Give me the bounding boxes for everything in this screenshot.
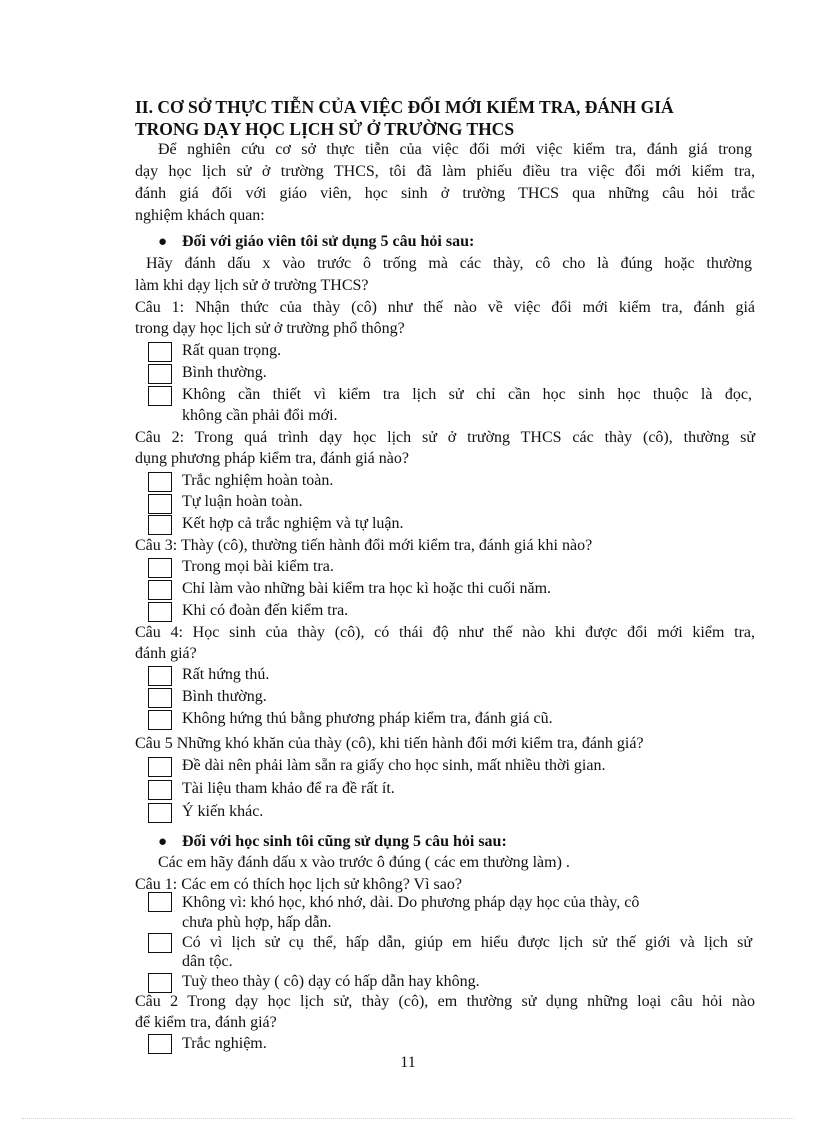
answer-option: Có vì lịch sử cụ thể, hấp dẫn, giúp em hiểu được lịch sử thế giới và lịch sử	[182, 934, 752, 951]
section-title-line-2: TRONG DẠY HỌC LỊCH SỬ Ở TRƯỜNG THCS	[135, 119, 515, 139]
answer-checkbox[interactable]	[148, 757, 172, 777]
teacher-section-heading	[158, 231, 474, 253]
question-text: Câu 4: Học sinh của thày (cô), có thái độ như thế nào khi được đổi mới kiểm tra,	[135, 624, 755, 641]
answer-option: Trắc nghiệm hoàn toàn.	[182, 472, 334, 489]
answer-checkbox[interactable]	[148, 933, 172, 953]
answer-checkbox[interactable]	[148, 688, 172, 708]
answer-checkbox[interactable]	[148, 710, 172, 730]
answer-option: Không vì: khó học, khó nhớ, dài. Do phương pháp dạy học của thày, cô	[182, 894, 640, 911]
answer-option: Tự luận hoàn toàn.	[182, 493, 303, 510]
answer-option: Rất hứng thú.	[182, 666, 270, 683]
section-title-line-1: II. CƠ SỞ THỰC TIỄN CỦA VIỆC ĐỔI MỚI KIỂM TRA, ĐÁNH GIÁ	[135, 97, 674, 117]
answer-option-continued: không cần phải đổi mới.	[182, 407, 338, 424]
answer-option: Tuỳ theo thày ( cô) dạy có hấp dẫn hay không.	[182, 973, 480, 990]
student-section-heading	[158, 831, 507, 853]
bullet-icon: ●	[158, 834, 168, 850]
answer-checkbox[interactable]	[148, 364, 172, 384]
answer-checkbox[interactable]	[148, 780, 172, 800]
question-text: để kiểm tra, đánh giá?	[135, 1014, 277, 1031]
answer-checkbox[interactable]	[148, 558, 172, 578]
answer-option: Đề dài nên phải làm sẵn ra giấy cho học sinh, mất nhiều thời gian.	[182, 757, 606, 774]
page-number: 11	[400, 1054, 416, 1071]
student-heading-text: Đối với học sinh tôi cũng sử dụng 5 câu hỏi sau:	[182, 833, 507, 850]
question-text: Câu 3: Thày (cô), thường tiến hành đổi mới kiểm tra, đánh giá khi nào?	[135, 537, 593, 554]
answer-checkbox[interactable]	[148, 666, 172, 686]
answer-checkbox[interactable]	[148, 892, 172, 912]
answer-checkbox[interactable]	[148, 602, 172, 622]
answer-option: Bình thường.	[182, 688, 267, 705]
question-text: Câu 1: Nhận thức của thày (cô) như thế nào về việc đổi mới kiểm tra, đánh giá	[135, 299, 755, 316]
answer-checkbox[interactable]	[148, 342, 172, 362]
answer-checkbox[interactable]	[148, 1034, 172, 1054]
teacher-instruction-line: làm khi dạy lịch sử ở trường THCS?	[135, 277, 369, 294]
answer-option: Chỉ làm vào những bài kiểm tra học kì hoặc thi cuối năm.	[182, 580, 552, 597]
answer-option: Không cần thiết vì kiểm tra lịch sử chỉ cần học sinh học thuộc là đọc,	[182, 386, 752, 403]
question-text: dụng phương pháp kiểm tra, đánh giá nào?	[135, 450, 409, 467]
question-text: đánh giá?	[135, 645, 197, 662]
question-text: Câu 2 Trong dạy học lịch sử, thày (cô), em thường sử dụng những loại câu hỏi nào	[135, 993, 755, 1010]
answer-checkbox[interactable]	[148, 494, 172, 514]
answer-option: Không hứng thú bằng phương pháp kiểm tra, đánh giá cũ.	[182, 710, 553, 727]
intro-line: đánh giá đối với giáo viên, học sinh ở trường THCS qua những câu hỏi trắc	[135, 185, 755, 202]
answer-option: Trong mọi bài kiểm tra.	[182, 558, 334, 575]
answer-checkbox[interactable]	[148, 386, 172, 406]
answer-option: Trắc nghiệm.	[182, 1035, 267, 1052]
question-text: Câu 5 Những khó khăn của thày (cô), khi tiến hành đổi mới kiểm tra, đánh giá?	[135, 735, 644, 752]
teacher-instruction-line: Hãy đánh dấu x vào trước ô trống mà các thày, cô cho là đúng hoặc thường	[146, 255, 752, 272]
question-text: Câu 2: Trong quá trình dạy học lịch sử ở trường THCS các thày (cô), thường sử	[135, 429, 755, 446]
intro-line: Để nghiên cứu cơ sở thực tiễn của việc đổi mới việc kiểm tra, đánh giá trong	[158, 141, 752, 158]
answer-option: Khi có đoàn đến kiểm tra.	[182, 602, 349, 619]
page-bottom-divider	[22, 1118, 794, 1119]
answer-option-continued: dân tộc.	[182, 953, 233, 970]
answer-option: Ý kiến khác.	[182, 803, 264, 820]
answer-option: Kết hợp cả trắc nghiệm và tự luận.	[182, 515, 404, 532]
answer-checkbox[interactable]	[148, 515, 172, 535]
answer-option-continued: chưa phù hợp, hấp dẫn.	[182, 914, 332, 931]
answer-option: Tài liệu tham khảo để ra đề rất ít.	[182, 780, 395, 797]
intro-line: nghiệm khách quan:	[135, 207, 265, 224]
answer-option: Bình thường.	[182, 364, 267, 381]
answer-checkbox[interactable]	[148, 973, 172, 993]
teacher-heading-text: Đối với giáo viên tôi sử dụng 5 câu hỏi sau:	[182, 233, 475, 250]
answer-checkbox[interactable]	[148, 803, 172, 823]
intro-line: dạy học lịch sử ở trường THCS, tôi đã làm phiếu điều tra việc đổi mới kiểm tra,	[135, 163, 755, 180]
question-text: trong dạy học lịch sử ở trường phổ thông?	[135, 320, 405, 337]
question-text: Câu 1: Các em có thích học lịch sử không? Vì sao?	[135, 876, 462, 893]
answer-option: Rất quan trọng.	[182, 342, 282, 359]
bullet-icon: ●	[158, 234, 168, 250]
answer-checkbox[interactable]	[148, 580, 172, 600]
answer-checkbox[interactable]	[148, 472, 172, 492]
student-instruction: Các em hãy đánh dấu x vào trước ô đúng ( các em thường làm) .	[158, 854, 570, 871]
